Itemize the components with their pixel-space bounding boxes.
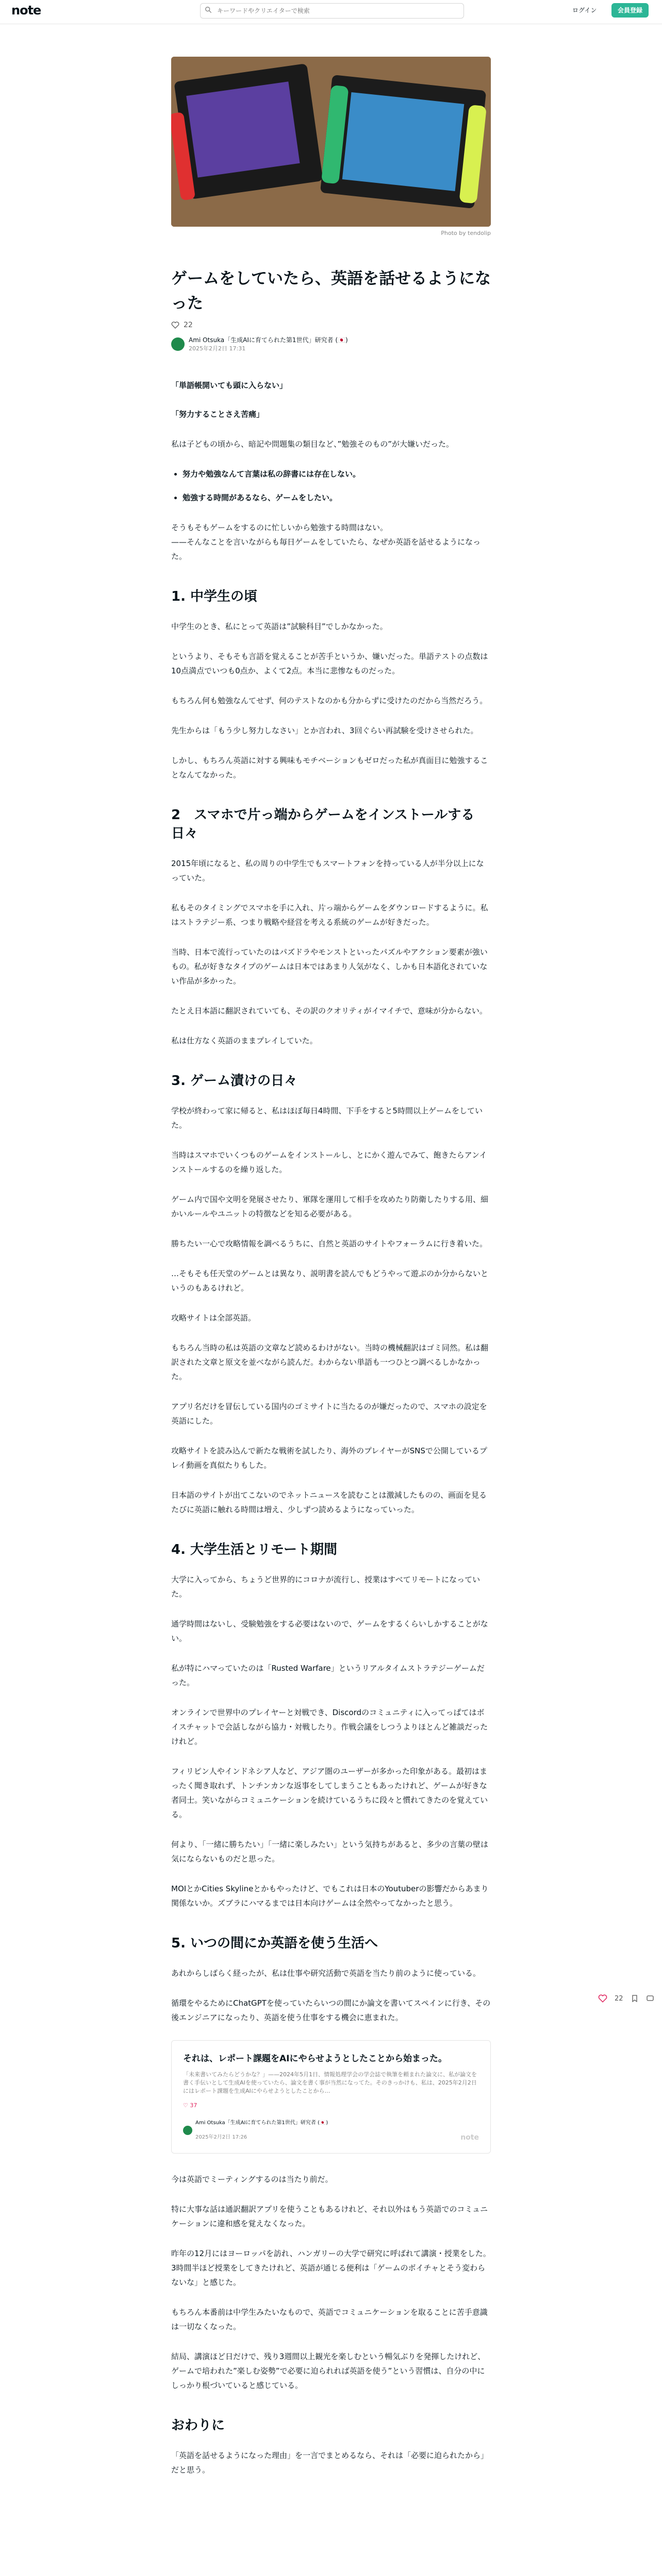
article (171, 57, 491, 2493)
like-count: 22 (184, 321, 193, 329)
note-logo[interactable]: note (11, 3, 41, 18)
section-heading: 3. ゲーム漬けの日々 (171, 1073, 298, 1089)
intro-quote: 「単語帳開いても頭に入らない」 (171, 381, 288, 390)
section-heading: 5. いつの間にか英語を使う生活へ (171, 1936, 378, 1951)
paragraph: 何より、「一緒に勝ちたい」「一緒に楽しみたい」という気持ちがあると、多少の言葉の壁は気にならないものだと思った。 (171, 1840, 489, 1863)
paragraph (171, 520, 491, 564)
paragraph: オンラインで世界中のプレイヤーと対戦でき、Discordのコミュニティに入ってっぱてはボイスチャットで会話しながら協力・対戦したり。作戦会議をしつうよりほとんど雑談だったけれど。 (171, 1708, 488, 1746)
paragraph: あれからしばらく経ったが、私は仕事や研究活動で英語を当たり前のように使っている。 (171, 1969, 481, 1978)
embed-like-count: ♡ 37 (183, 2102, 197, 2109)
section-heading: おわりに (171, 2418, 225, 2433)
embed-title[interactable]: それは、レポート課題をAIにやらせようとしたことから始まった。 (183, 2054, 447, 2064)
embed-author-name: Ami Otsuka「生成AIに育てられた第1世代」研究者 (🇯🇵) (195, 2120, 328, 2126)
paragraph: 循環をやるためにChatGPTを使っていたらいつの間にか論文を書いてスペインに行き、その後エンジニアになったり、英語を使う仕事をする機会に恵まれた。 (171, 1998, 491, 2022)
paragraph: 「英語を話せるようになった理由」を一言でまとめるなら、それは「必要に迫られたから」だと思う。 (171, 2451, 489, 2475)
paragraph: 当時、日本で流行っていたのはパズドラやモンストといったパズルやアクション要素が強いもの。私が好きなタイプのゲームは日本ではあまり人気がなく、しかも日本語化されていない作品が多かった。 (171, 947, 488, 986)
embed-date: 2025年2月2日 17:26 (195, 2134, 247, 2140)
note-logo: note (460, 2133, 479, 2142)
paragraph: 私が特にハマっていたのは「Rusted Warfare」というリアルタイムストラテジーゲームだった。 (171, 1664, 485, 1687)
paragraph: 勝ちたい一心で攻略情報を調べるうちに、自然と英語のサイトやフォーラムに行き着いた。 (171, 1239, 488, 1248)
list-item: • 努力や勉強なんて言葉は私の辞書には存在しない。 (183, 467, 491, 481)
paragraph: 私は子どもの頃から、暗記や問題集の類目など、”勉強そのもの”が大嫌いだった。 (171, 439, 454, 449)
paragraph: 日本語のサイトが出てこないのでネットニュースを読むことは激減したものの、画面を見るたびに英語に触れる時間は増え、少しずつ読めるようになっていった。 (171, 1490, 487, 1514)
section-heading: 4. 大学生活とリモート期間 (171, 1542, 337, 1557)
intro-quotes (171, 378, 491, 421)
intro-quote: 「努力することさえ苦痛」 (171, 410, 264, 419)
paragraph: 特に大事な話は通訳翻訳アプリを使うこともあるけれど、それ以外はもう英語でのコミュニケーションに違和感を覚えなくなった。 (171, 2205, 488, 2228)
paragraph: 学校が終わって家に帰ると、私はほぼ毎日4時間、下手をすると5時間以上ゲームをしていた。 (171, 1106, 483, 1130)
paragraph: …そもそも任天堂のゲームとは異なり、説明書を読んでもどうやって遊ぶのか分からないというのもあるけれど。 (171, 1269, 489, 1293)
search-box[interactable] (200, 3, 464, 19)
search-input[interactable] (216, 6, 460, 16)
paragraph: 今は英語でミーティングするのは当たり前だ。 (171, 2175, 333, 2184)
paragraph: 私は仕方なく英語のままプレイしていた。 (171, 1036, 318, 1045)
paragraph: アプリ名だけを冒伝している国内のゴミサイトに当たるのが嫌だったので、スマホの設定を英語にした。 (171, 1402, 487, 1426)
paragraph: 先生からは「もう少し努力しなさい」とか言われ、3回ぐらい再試験を受けさせられた。 (171, 726, 478, 735)
paragraph: 昨年の12月にはヨーロッパを訪れ、ハンガリーの大学で研究に呼ばれて講演・授業をした。3時間半ほど授業をしてきたけれど、英語が通じる便利は「ゲームのボイチャとそう変わらないな」と感じた。 (171, 2249, 491, 2287)
photo-credit: Photo by tendolip (441, 230, 491, 236)
paragraph: 攻略サイトを読み込んで新たな戦術を試したり、海外のプレイヤーがSNSで公開しているプレイ動画を真似たりもした。 (171, 1446, 487, 1470)
site-header (0, 0, 662, 24)
paragraph: 大学に入ってから、ちょうど世界的にコロナが流行し、授業はすべてリモートになっていた。 (171, 1575, 481, 1599)
paragraph: 攻略サイトは全部英語。 (171, 1313, 256, 1323)
embed-author-row (183, 2116, 479, 2145)
text: ——そんなことを言いながらも毎日ゲームをしていたら、なぜか英語を話せるようになった。 (171, 537, 481, 561)
bookmark-icon[interactable] (631, 1994, 639, 2003)
comment-icon[interactable] (646, 1994, 654, 2003)
heart-icon[interactable] (598, 1994, 607, 2003)
game-consoles-photo (171, 57, 491, 227)
login-link[interactable]: ログイン (572, 7, 597, 14)
avatar (183, 2126, 192, 2135)
paragraph: 当時はスマホでいくつものゲームをインストールし、とにかく遊んでみて、飽きたらアンインストールするのを繰り返した。 (171, 1150, 487, 1174)
embed-excerpt: 「未来書いてみたらどうかな？」——2024年5月1日、情報処理学会の学会誌で執筆を頼まれた論文に、私が論文を書く手伝いとして生成AIを使っていたら、論文を書く事が当然になってた。そのきっかけも、私は、2025年2月2日にはレポート課題を生成AIにやらせようとしたことから… (183, 2071, 477, 2094)
paragraph: 2015年頃になると、私の周りの中学生でもスマートフォンを持っている人が半分以上になっていた。 (171, 859, 484, 883)
heart-icon[interactable] (171, 321, 179, 329)
floating-actions (598, 1994, 662, 2003)
avatar[interactable] (171, 337, 185, 351)
text: そうもそもゲームをするのに忙しいから勉強する時間はない。 (171, 523, 388, 532)
paragraph: もちろん何も勉強なんてせず、何のテストなのかも分からずに受けたのだから当然だろう。 (171, 696, 488, 705)
embedded-article-card[interactable] (171, 2040, 491, 2154)
author-name[interactable]: Ami Otsuka「生成AIに育てられた第1世代」研究者 (🇯🇵) (189, 336, 348, 344)
section-heading: 2 スマホで片っ端からゲームをインストールする日々 (171, 807, 475, 841)
like-row (171, 321, 491, 329)
signup-button[interactable]: 会員登録 (611, 3, 649, 18)
paragraph: もちろん本番前は中学生みたいなもので、英語でコミュニケーションを取ることに苦手意識は一切なくなった。 (171, 2308, 488, 2331)
paragraph: 通学時間はないし、受験勉強をする必要はないので、ゲームをするくらいしかすることがない。 (171, 1619, 488, 1643)
paragraph: フィリピン人やインドネシア人など、アジア圏のユーザーが多かった印象がある。最初はまったく聞き取れず、トンチンカンな返事をしてしまうこともあったけれど、ゲームが好きな者同士。笑いながらコミュニケーションを続けているうちに段々と慣れてきたのを覚えている。 (171, 1767, 488, 1819)
paragraph: しかし、もちろん英語に対する興味もモチベーションもゼロだった私が真面目に勉強することなんてなかった。 (171, 756, 488, 779)
paragraph: 結局、講演ほど日だけで、残り3週間以上観光を楽しむという暢気ぶりを発揮したけれど、ゲームで培われた”楽しむ姿勢”で必要に迫られれば英語を使う”という習慣は、自分の中にしっかり根づいていると感じている。 (171, 2352, 486, 2390)
paragraph: もちろん当時の私は英語の文章など読めるわけがない。当時の機械翻訳はゴミ同然。私は翻訳された文章と原文を並べながら読んだ。わからない単語も一つひとつ調べるしかなかった。 (171, 1343, 489, 1381)
list-item: • 勉強する時間があるなら、ゲームをしたい。 (183, 490, 491, 505)
search-icon (205, 6, 212, 13)
section-heading: 1. 中学生の頃 (171, 589, 258, 604)
paragraph: たとえ日本語に翻訳されていても、その訳のクオリティがイマイチで、意味が分からない。 (171, 1006, 487, 1015)
hero-image (171, 57, 491, 227)
paragraph: MOIとかCities Skylineとかもやったけど、でもこれは日本のYoutuberの影響だからあまり関係ないか。ズブラにハマるまでは日本向けゲームは全然やってなかったと思う。 (171, 1884, 489, 1908)
side-like-count: 22 (615, 1994, 623, 2003)
article-body (171, 378, 491, 2477)
publish-date: 2025年2月2日 17:31 (189, 345, 246, 352)
paragraph: ゲーム内で国や文明を発展させたり、軍隊を運用して相手を攻めたり防衛したりする用、細かいルールやユニットの特徴などを知る必要がある。 (171, 1195, 489, 1218)
bullet-list (171, 467, 491, 505)
paragraph: 私もそのタイミングでスマホを手に入れ、片っ端からゲームをダウンロードするように。私はストラテジー系、つまり戦略や経営を考える系統のゲームが好きだった。 (171, 903, 488, 927)
paragraph: というより、そもそも言語を覚えることが苦手というか、嫌いだった。単語テストの点数は10点満点でいつも0点か、よくて2点。本当に悲惨なものだった。 (171, 652, 488, 675)
author-row[interactable] (171, 335, 491, 352)
article-title: ゲームをしていたら、英語を話せるようになった (171, 269, 491, 313)
paragraph: 中学生のとき、私にとって英語は”試験科目”でしかなかった。 (171, 622, 388, 631)
